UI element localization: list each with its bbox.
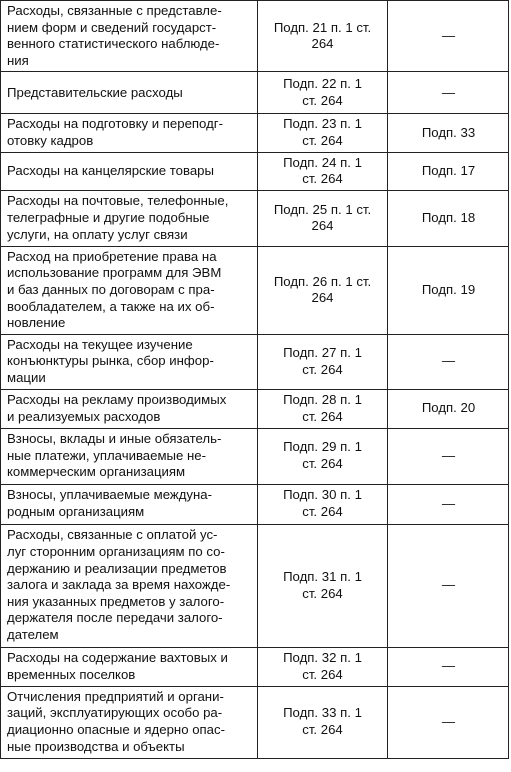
- cross-reference-cell-text: Подп. 20: [421, 400, 476, 416]
- table-row: [1, 647, 509, 686]
- expense-cell-text: Расход на приобретение права на использование программ для ЭВМ и баз данных по договорам с пра- вообладателем, а также на их об- новление: [7, 248, 222, 331]
- cross-reference-cell: [388, 647, 509, 686]
- tax-code-reference-cell-text: Подп. 29 п. 1 ст. 264: [283, 439, 362, 472]
- table-row: [1, 428, 509, 484]
- tax-code-reference-cell-text: Подп. 32 п. 1 ст. 264: [283, 649, 362, 682]
- tax-code-reference-cell: [258, 484, 388, 524]
- tax-code-reference-cell-text: Подп. 25 п. 1 ст. 264: [273, 201, 372, 234]
- table-row: [1, 334, 509, 389]
- cross-reference-cell-text: Подп. 18: [421, 209, 476, 225]
- expense-cell: [1, 190, 258, 246]
- tax-code-reference-cell: [258, 190, 388, 246]
- cross-reference-cell: [388, 114, 509, 152]
- table-row: [1, 1, 509, 72]
- table-row: [1, 190, 509, 246]
- tax-code-reference-cell-text: Подп. 28 п. 1 ст. 264: [283, 391, 362, 424]
- table-row: [1, 152, 509, 190]
- tax-code-reference-cell: [258, 334, 388, 389]
- tax-code-reference-cell-text: Подп. 31 п. 1 ст. 264: [283, 568, 362, 601]
- cross-reference-cell-text: Подп. 19: [421, 281, 476, 297]
- cross-reference-cell: [388, 152, 509, 190]
- expense-cell-text: Расходы на содержание вахтовых и временных поселков: [7, 649, 228, 682]
- table-row: [1, 686, 509, 758]
- cross-reference-cell-text: —: [441, 353, 456, 369]
- tax-code-reference-cell-text: Подп. 22 п. 1 ст. 264: [283, 76, 362, 108]
- expense-cell: [1, 428, 258, 484]
- expense-cell: [1, 152, 258, 190]
- cross-reference-cell-text: —: [441, 713, 456, 729]
- tax-code-reference-cell: [258, 246, 388, 334]
- cross-reference-cell-text: —: [441, 658, 456, 674]
- cross-reference-cell: [388, 1, 509, 72]
- tax-code-reference-cell: [258, 1, 388, 72]
- cross-reference-cell: [388, 428, 509, 484]
- tax-code-reference-cell-text: Подп. 33 п. 1 ст. 264: [283, 705, 362, 738]
- expense-cell: [1, 114, 258, 152]
- cross-reference-cell-text: Подп. 33: [421, 124, 476, 140]
- cross-reference-cell-text: —: [441, 447, 456, 463]
- expense-cell-text: Расходы, связанные с представле- нием форм и сведений государст- венного статистического наблюде- ния: [7, 3, 222, 68]
- expense-cell-text: Расходы на почтовые, телефонные, телеграфные и другие подобные услуги, на оплату услуг связи: [7, 193, 229, 242]
- tax-code-reference-cell-text: Подп. 23 п. 1 ст. 264: [283, 116, 362, 148]
- expense-cell-text: Взносы, вклады и иные обязатель- ные платежи, уплачиваемые не- коммерческим организациям: [7, 431, 222, 480]
- cross-reference-cell-text: —: [441, 577, 456, 593]
- tax-code-reference-cell-text: Подп. 21 п. 1 ст. 264: [273, 19, 372, 52]
- expense-cell: [1, 389, 258, 428]
- tax-code-reference-cell-text: Подп. 27 п. 1 ст. 264: [283, 345, 362, 377]
- expense-cell: [1, 246, 258, 334]
- tax-code-reference-cell: [258, 647, 388, 686]
- cross-reference-cell-text: Подп. 17: [421, 162, 476, 178]
- expense-cell: [1, 72, 258, 114]
- table-row: [1, 484, 509, 524]
- expense-cell-text: Расходы, связанные с оплатой ус- луг сторонним организациям по со- держанию и реализации предметов залога и заклада за время нахожде- ния указанных предметов у залого- держателя после передачи залого- дателем: [7, 527, 231, 643]
- tax-code-reference-cell: [258, 524, 388, 647]
- cross-reference-cell: [388, 686, 509, 758]
- tax-code-reference-cell-text: Подп. 26 п. 1 ст. 264: [273, 273, 372, 306]
- expense-cell: [1, 334, 258, 389]
- expense-cell: [1, 1, 258, 72]
- cross-reference-cell-text: —: [441, 495, 456, 511]
- table-row: [1, 72, 509, 114]
- table-row: [1, 524, 509, 647]
- cross-reference-cell: [388, 484, 509, 524]
- tax-code-reference-cell: [258, 686, 388, 758]
- expense-cell-text: Расходы на канцелярские товары: [7, 162, 214, 178]
- expense-cell-text: Представительские расходы: [7, 84, 183, 100]
- expense-cell-text: Расходы на текущее изучение конъюнктуры рынка, сбор инфор- мации: [7, 336, 214, 385]
- tax-code-reference-cell: [258, 114, 388, 152]
- cross-reference-cell: [388, 389, 509, 428]
- expense-cell: [1, 524, 258, 647]
- cross-reference-cell-text: —: [441, 84, 456, 100]
- table-body: [1, 1, 509, 759]
- expense-cell: [1, 484, 258, 524]
- table-row: [1, 114, 509, 152]
- expense-cell: [1, 647, 258, 686]
- cross-reference-cell: [388, 246, 509, 334]
- expense-cell-text: Расходы на рекламу производимых и реализуемых расходов: [7, 391, 227, 424]
- expense-cell-text: Расходы на подготовку и переподг- отовку кадров: [7, 116, 224, 148]
- expense-cell-text: Взносы, уплачиваемые междуна- родным организациям: [7, 487, 213, 520]
- tax-code-reference-cell-text: Подп. 24 п. 1 ст. 264: [283, 154, 362, 187]
- cross-reference-cell-text: —: [441, 27, 456, 43]
- expense-cell-text: Отчисления предприятий и органи- заций, эксплуатирующих особо ра- диационно опасные и ядерно опас- ные производства и объекты: [7, 688, 225, 754]
- tax-code-reference-cell: [258, 72, 388, 114]
- cross-reference-cell: [388, 72, 509, 114]
- cross-reference-cell: [388, 524, 509, 647]
- table-row: [1, 246, 509, 334]
- tax-code-reference-cell-text: Подп. 30 п. 1 ст. 264: [283, 487, 362, 520]
- tax-code-reference-cell: [258, 389, 388, 428]
- tax-code-reference-cell: [258, 152, 388, 190]
- cross-reference-cell: [388, 190, 509, 246]
- cross-reference-cell: [388, 334, 509, 389]
- expense-cell: [1, 686, 258, 758]
- tax-code-reference-cell: [258, 428, 388, 484]
- table-row: [1, 389, 509, 428]
